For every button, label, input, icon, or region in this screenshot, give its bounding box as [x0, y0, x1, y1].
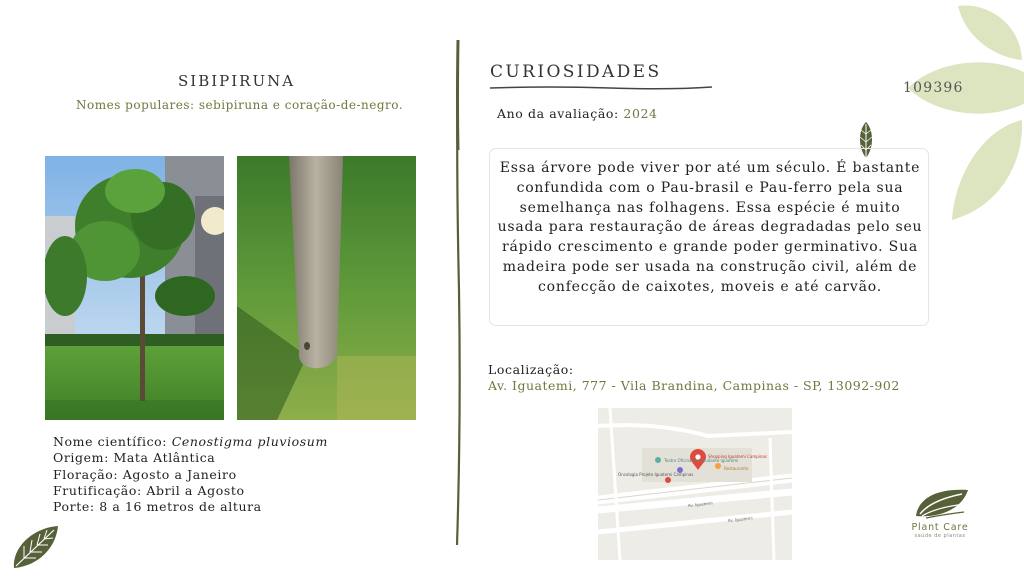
brand-tagline: saúde de plantas — [914, 533, 966, 539]
map-label-place1: Teatro Oficina do Estudante Iguatemi — [664, 458, 739, 463]
title-underline — [490, 84, 712, 92]
popular-names: Nomes populares: sebipiruna e coração-de-negro. — [76, 98, 404, 112]
map-label-street1: Av. Iguatemi — [687, 500, 713, 508]
fruiting-line: Frutificação: Abril a Agosto — [53, 482, 245, 498]
evaluation-year — [497, 106, 658, 121]
location-label: Localização: — [488, 362, 574, 377]
tree-photo — [45, 156, 224, 420]
species-facts — [53, 434, 328, 515]
map-label-place3: Oncologia Projeto Iguatemi Campinas — [618, 472, 694, 477]
location-address: Av. Iguatemi, 777 - Vila Brandina, Campinas - SP, 13092-902 — [488, 378, 900, 393]
map-label-place4: Restaurante — [724, 466, 749, 471]
scientific-name-line — [53, 434, 328, 450]
trunk-photo — [237, 156, 416, 420]
record-id: 109396 — [903, 80, 964, 96]
flowering-line: Floração: Agosto a Janeiro — [53, 466, 237, 482]
leaf-decoration-icon — [10, 522, 62, 572]
scientific-name: Cenostigma pluviosum — [171, 434, 328, 449]
scientific-name-label: Nome científico: — [53, 434, 172, 449]
map-label-street2: Av. Iguatemi — [727, 515, 753, 523]
location-map[interactable] — [598, 408, 792, 560]
leaves-decoration-icon — [900, 0, 1024, 230]
brand-name: Plant Care — [911, 522, 969, 533]
column-divider — [452, 40, 464, 545]
plant-care-logo-icon — [912, 486, 970, 522]
map-label-place2: Shopping Iguatemi Campinas — [708, 454, 767, 459]
size-line: Porte: 8 a 16 metros de altura — [53, 499, 262, 515]
evaluation-year-label: Ano da avaliação: — [497, 106, 624, 121]
origin-line: Origem: Mata Atlântica — [53, 450, 216, 466]
curiosities-title: CURIOSIDADES — [490, 62, 662, 82]
species-common-name: SIBIPIRUNA — [178, 72, 296, 90]
curiosities-text: Essa árvore pode viver por até um século. É bastante confundida com o Pau-brasil e Pau-ferro pela sua semelhança nas folhagens. Essa espécie é muito usada para restauração de áreas degradadas pelo seu rápido crescimento e grande poder germinativo. Sua madeira pode ser usada na construção civil, além de confecção de caixotes, moveis e até carvão. — [497, 160, 923, 295]
evaluation-year-value: 2024 — [623, 106, 658, 121]
